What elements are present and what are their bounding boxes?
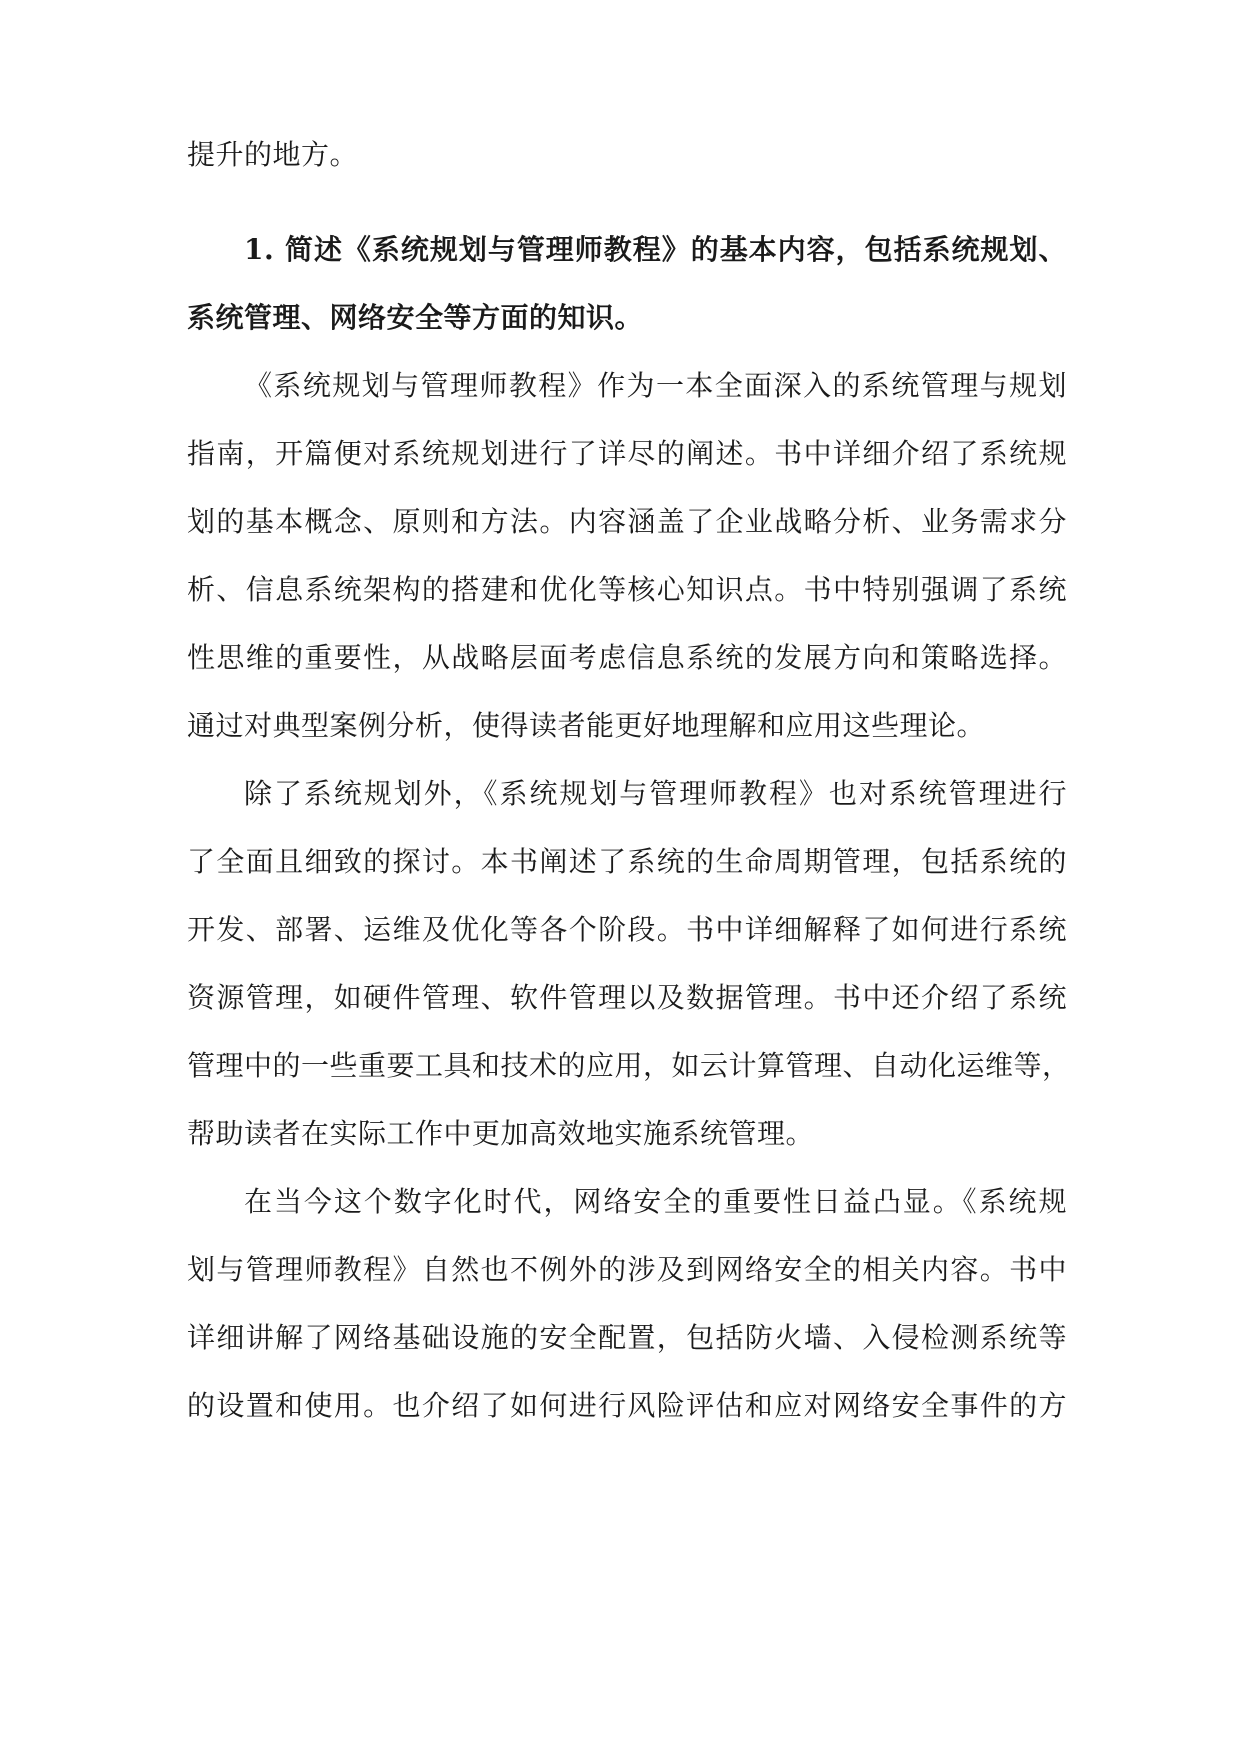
question-heading-line: 1. 简述《系统规划与管理师教程》的基本内容，包括系统规划、: [244, 233, 1067, 266]
paragraph-line: 指南，开篇便对系统规划进行了详尽的阐述。书中详细介绍了系统规: [187, 437, 1067, 470]
paragraph-line: 划的基本概念、原则和方法。内容涵盖了企业战略分析、业务需求分: [187, 505, 1067, 538]
paragraph-line: 管理中的一些重要工具和技术的应用，如云计算管理、自动化运维等，: [187, 1049, 1071, 1082]
paragraph-line: 详细讲解了网络基础设施的安全配置，包括防火墙、入侵检测系统等: [187, 1321, 1067, 1354]
paragraph-line: 在当今这个数字化时代，网络安全的重要性日益凸显。《系统规: [244, 1185, 1067, 1218]
paragraph-line: 《系统规划与管理师教程》作为一本全面深入的系统管理与规划: [244, 369, 1067, 402]
paragraph-line: 划与管理师教程》自然也不例外的涉及到网络安全的相关内容。书中: [187, 1253, 1067, 1286]
question-heading-line: 系统管理、网络安全等方面的知识。: [187, 301, 644, 334]
paragraph-line: 提升的地方。: [187, 138, 359, 171]
paragraph-line: 通过对典型案例分析，使得读者能更好地理解和应用这些理论。: [187, 709, 986, 742]
paragraph-line: 帮助读者在实际工作中更加高效地实施系统管理。: [187, 1117, 815, 1150]
paragraph-line: 析、信息系统架构的搭建和优化等核心知识点。书中特别强调了系统: [187, 573, 1067, 606]
paragraph-line: 开发、部署、运维及优化等各个阶段。书中详细解释了如何进行系统: [187, 913, 1067, 946]
paragraph-line: 资源管理，如硬件管理、软件管理以及数据管理。书中还介绍了系统: [187, 981, 1067, 1014]
paragraph-line: 性思维的重要性，从战略层面考虑信息系统的发展方向和策略选择。: [187, 641, 1067, 674]
paragraph-line: 的设置和使用。也介绍了如何进行风险评估和应对网络安全事件的方: [187, 1389, 1067, 1422]
paragraph-line: 了全面且细致的探讨。本书阐述了系统的生命周期管理，包括系统的: [187, 845, 1067, 878]
paragraph-line: 除了系统规划外，《系统规划与管理师教程》也对系统管理进行: [244, 777, 1067, 810]
